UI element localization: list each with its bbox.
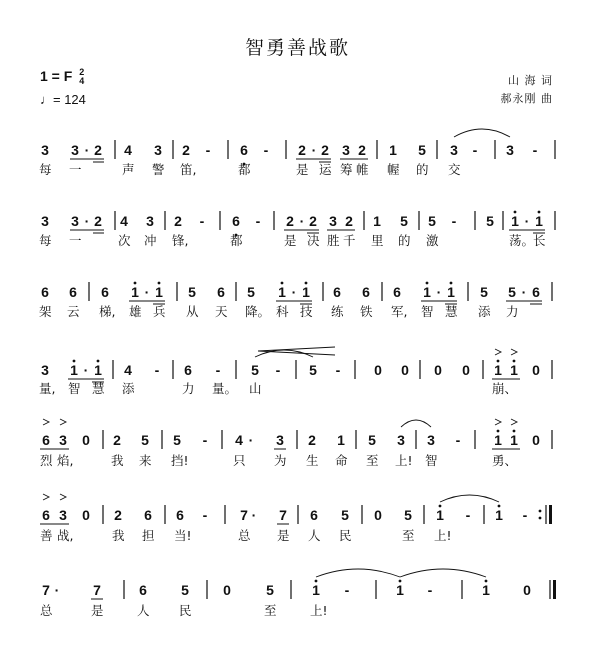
lyric-char: 一 bbox=[69, 233, 82, 248]
octave-dot-high bbox=[485, 580, 488, 583]
note-1: 1 bbox=[511, 213, 519, 229]
lyric-char: 崩、 bbox=[492, 381, 518, 396]
note-6: 6 bbox=[184, 362, 192, 378]
dot-augment: · bbox=[524, 213, 530, 229]
note-6: 6 bbox=[333, 284, 341, 300]
lyric-char: 山 bbox=[249, 381, 262, 396]
note-6: 6 bbox=[69, 284, 77, 300]
song-title: 智勇善战歌 bbox=[244, 37, 350, 59]
sustain-dash: - bbox=[205, 142, 211, 158]
lyric-char: 声 bbox=[122, 162, 135, 177]
note-7: 7 bbox=[279, 507, 287, 523]
lyric-char: 决 bbox=[307, 233, 320, 248]
lyric-char: 每 bbox=[39, 162, 52, 177]
dot-augment: · bbox=[311, 142, 317, 158]
note-0: 0 bbox=[532, 432, 540, 448]
sustain-dash: - bbox=[427, 582, 433, 598]
lyric-char: 的 bbox=[416, 162, 429, 177]
octave-dot-high bbox=[426, 282, 429, 285]
note-3: 3 bbox=[146, 213, 154, 229]
note-1: 1 bbox=[510, 432, 518, 448]
note-2: 2 bbox=[182, 142, 190, 158]
note-6: 6 bbox=[176, 507, 184, 523]
note-1: 1 bbox=[510, 362, 518, 378]
sustain-dash: - bbox=[199, 213, 205, 229]
note-6: 6 bbox=[217, 284, 225, 300]
note-0: 0 bbox=[434, 362, 442, 378]
accent-mark bbox=[511, 419, 517, 425]
note-1: 1 bbox=[447, 284, 455, 300]
lyric-char: 至 bbox=[402, 528, 415, 543]
note-5: 5 bbox=[188, 284, 196, 300]
lyric-char: 善 bbox=[40, 528, 53, 543]
note-3: 3 bbox=[59, 507, 67, 523]
note-0: 0 bbox=[374, 507, 382, 523]
lyric-char: 是 bbox=[284, 233, 297, 248]
lyric-char: 长 bbox=[533, 233, 546, 248]
note-3: 3 bbox=[450, 142, 458, 158]
note-1: 1 bbox=[436, 507, 444, 523]
note-2: 2 bbox=[94, 142, 102, 158]
lyric-char: 锋, bbox=[172, 233, 189, 248]
lyric-char: 民 bbox=[179, 603, 192, 618]
octave-dot-high bbox=[498, 505, 501, 508]
note-3: 3 bbox=[276, 432, 284, 448]
lyric-char: 交 bbox=[448, 162, 461, 177]
note-3: 3 bbox=[342, 142, 350, 158]
lyric-char: 都 bbox=[230, 233, 243, 248]
dot-augment: · bbox=[54, 582, 60, 598]
lyric-char: 是 bbox=[277, 528, 290, 543]
note-2: 2 bbox=[174, 213, 182, 229]
note-0: 0 bbox=[462, 362, 470, 378]
note-1: 1 bbox=[396, 582, 404, 598]
lyric-char: 命 bbox=[335, 453, 348, 468]
lyric-char: 上! bbox=[310, 603, 328, 618]
note-5: 5 bbox=[141, 432, 149, 448]
note-6: 6 bbox=[240, 142, 248, 158]
note-0: 0 bbox=[82, 507, 90, 523]
note-7: 7 bbox=[93, 582, 101, 598]
lyric-char: 添 bbox=[122, 381, 135, 396]
sustain-dash: - bbox=[335, 362, 341, 378]
final-barline bbox=[553, 580, 556, 599]
note-5: 5 bbox=[486, 213, 494, 229]
lyric-char: 力 bbox=[182, 381, 195, 396]
lyric-char: 次 bbox=[118, 233, 131, 248]
sustain-dash: - bbox=[215, 362, 221, 378]
lyric-char: 上! bbox=[434, 528, 452, 543]
octave-dot-high bbox=[73, 360, 76, 363]
note-5: 5 bbox=[508, 284, 516, 300]
note-5: 5 bbox=[400, 213, 408, 229]
lyric-char: 激 bbox=[426, 233, 439, 248]
lyric-char: 当! bbox=[174, 528, 192, 543]
note-1: 1 bbox=[494, 362, 502, 378]
octave-dot-high bbox=[305, 282, 308, 285]
lyric-char: 战, bbox=[57, 528, 74, 543]
sustain-dash: - bbox=[263, 142, 269, 158]
dot-augment: · bbox=[83, 362, 89, 378]
sustain-dash: - bbox=[532, 142, 538, 158]
key-label: 1 = F bbox=[40, 68, 73, 84]
note-6: 6 bbox=[232, 213, 240, 229]
lyric-char: 人 bbox=[308, 528, 321, 543]
lyric-char: 慧 bbox=[92, 381, 105, 396]
note-2: 2 bbox=[114, 507, 122, 523]
lyric-char: 筹 bbox=[340, 162, 353, 177]
lyric-char: 一 bbox=[69, 162, 82, 177]
note-6: 6 bbox=[41, 284, 49, 300]
dot-augment: · bbox=[248, 432, 254, 448]
sustain-dash: - bbox=[154, 362, 160, 378]
note-6: 6 bbox=[139, 582, 147, 598]
tie-arc bbox=[454, 129, 510, 137]
time-signature-bottom: 4 bbox=[79, 76, 85, 87]
lyric-char: 千 bbox=[343, 233, 356, 248]
lyric-char: 焰, bbox=[57, 453, 74, 468]
note-2: 2 bbox=[298, 142, 306, 158]
octave-dot-high bbox=[513, 360, 516, 363]
lyric-char: 来 bbox=[139, 453, 152, 468]
lyric-char: 添 bbox=[478, 304, 491, 319]
lyric-char: 里 bbox=[371, 233, 384, 248]
note-1: 1 bbox=[70, 362, 78, 378]
sustain-dash: - bbox=[202, 432, 208, 448]
lyric-char: 上! bbox=[395, 453, 413, 468]
tie-arc bbox=[400, 569, 486, 577]
accent-mark bbox=[495, 349, 501, 355]
note-3: 3 bbox=[397, 432, 405, 448]
note-1: 1 bbox=[482, 582, 490, 598]
tempo-value: = 124 bbox=[53, 92, 86, 107]
sustain-dash: - bbox=[451, 213, 457, 229]
lyric-char: 智 bbox=[68, 381, 81, 396]
composer-credit: 郝永刚 曲 bbox=[500, 92, 553, 105]
note-6: 6 bbox=[362, 284, 370, 300]
lyric-char: 我 bbox=[112, 528, 125, 543]
note-1: 1 bbox=[494, 432, 502, 448]
octave-dot-high bbox=[158, 282, 161, 285]
note-1: 1 bbox=[495, 507, 503, 523]
note-7: 7 bbox=[42, 582, 50, 598]
note-2: 2 bbox=[321, 142, 329, 158]
lyricist-credit: 山 海 词 bbox=[508, 74, 553, 87]
dot-augment: · bbox=[521, 284, 527, 300]
note-1: 1 bbox=[278, 284, 286, 300]
lyric-char: 智 bbox=[425, 453, 438, 468]
lyric-char: 慧 bbox=[445, 304, 458, 319]
note-5: 5 bbox=[404, 507, 412, 523]
lyric-char: 技 bbox=[300, 304, 313, 319]
note-0: 0 bbox=[223, 582, 231, 598]
note-3: 3 bbox=[41, 362, 49, 378]
sustain-dash: - bbox=[202, 507, 208, 523]
note-2: 2 bbox=[286, 213, 294, 229]
note-5: 5 bbox=[251, 362, 259, 378]
note-3: 3 bbox=[506, 142, 514, 158]
note-0: 0 bbox=[82, 432, 90, 448]
note-5: 5 bbox=[309, 362, 317, 378]
lyric-char: 智 bbox=[421, 304, 434, 319]
lyric-char: 是 bbox=[296, 162, 309, 177]
lyric-char: 至 bbox=[264, 603, 277, 618]
note-5: 5 bbox=[341, 507, 349, 523]
lyric-char: 量, bbox=[39, 381, 56, 396]
note-6: 6 bbox=[310, 507, 318, 523]
note-1: 1 bbox=[373, 213, 381, 229]
lyric-char: 梯, bbox=[99, 304, 116, 319]
note-3: 3 bbox=[154, 142, 162, 158]
note-5: 5 bbox=[181, 582, 189, 598]
dot-augment: · bbox=[436, 284, 442, 300]
octave-dot-high bbox=[315, 580, 318, 583]
lyric-char: 架 bbox=[39, 304, 52, 319]
repeat-dot bbox=[539, 517, 542, 520]
note-7: 7 bbox=[240, 507, 248, 523]
note-3: 3 bbox=[59, 432, 67, 448]
accent-mark bbox=[60, 419, 66, 425]
lyric-char: 幄 bbox=[387, 162, 400, 177]
note-1: 1 bbox=[94, 362, 102, 378]
quarter-note-icon: ♩ bbox=[40, 92, 53, 107]
dot-augment: · bbox=[251, 507, 257, 523]
lyric-char: 每 bbox=[39, 233, 52, 248]
note-4: 4 bbox=[124, 142, 132, 158]
note-3: 3 bbox=[329, 213, 337, 229]
lyric-char: 是 bbox=[91, 603, 104, 618]
accent-mark bbox=[511, 349, 517, 355]
lyric-char: 云 bbox=[67, 304, 80, 319]
lyric-char: 的 bbox=[398, 233, 411, 248]
lyric-char: 军, bbox=[391, 304, 408, 319]
lyric-char: 兵 bbox=[153, 304, 166, 319]
note-6: 6 bbox=[42, 507, 50, 523]
lyric-char: 总 bbox=[40, 603, 53, 618]
octave-dot-high bbox=[513, 430, 516, 433]
note-5: 5 bbox=[368, 432, 376, 448]
sustain-dash: - bbox=[522, 507, 528, 523]
lyric-char: 练 bbox=[331, 304, 344, 319]
note-3: 3 bbox=[71, 213, 79, 229]
note-3: 3 bbox=[41, 142, 49, 158]
lyric-char: 只 bbox=[233, 453, 246, 468]
tie-arc bbox=[440, 495, 499, 502]
note-5: 5 bbox=[428, 213, 436, 229]
note-6: 6 bbox=[393, 284, 401, 300]
octave-dot-high bbox=[497, 430, 500, 433]
accent-mark bbox=[60, 494, 66, 500]
lyric-char: 雄 bbox=[129, 304, 142, 319]
note-5: 5 bbox=[266, 582, 274, 598]
note-6: 6 bbox=[144, 507, 152, 523]
note-4: 4 bbox=[124, 362, 132, 378]
sustain-dash: - bbox=[344, 582, 350, 598]
sustain-dash: - bbox=[255, 213, 261, 229]
tie-arc bbox=[316, 569, 400, 577]
octave-dot-high bbox=[399, 580, 402, 583]
dot-augment: · bbox=[84, 142, 90, 158]
octave-dot-high bbox=[514, 211, 517, 214]
lyric-char: 降。 bbox=[245, 304, 271, 319]
note-2: 2 bbox=[345, 213, 353, 229]
note-6: 6 bbox=[532, 284, 540, 300]
note-0: 0 bbox=[401, 362, 409, 378]
lyric-char: 警 bbox=[152, 162, 165, 177]
note-0: 0 bbox=[374, 362, 382, 378]
note-3: 3 bbox=[71, 142, 79, 158]
lyric-char: 荡。 bbox=[509, 233, 535, 248]
repeat-dot bbox=[539, 510, 542, 513]
lyric-char: 笛, bbox=[180, 162, 197, 177]
note-4: 4 bbox=[120, 213, 128, 229]
accent-mark bbox=[495, 419, 501, 425]
note-2: 2 bbox=[113, 432, 121, 448]
octave-dot-high bbox=[538, 211, 541, 214]
note-2: 2 bbox=[94, 213, 102, 229]
lyric-char: 民 bbox=[339, 528, 352, 543]
note-5: 5 bbox=[247, 284, 255, 300]
lyric-char: 勇、 bbox=[492, 453, 518, 468]
lyric-char: 担 bbox=[142, 528, 155, 543]
sustain-dash: - bbox=[275, 362, 281, 378]
note-6: 6 bbox=[42, 432, 50, 448]
octave-dot-high bbox=[497, 360, 500, 363]
lyric-char: 铁 bbox=[360, 304, 373, 319]
lyric-char: 为 bbox=[274, 453, 287, 468]
note-2: 2 bbox=[308, 432, 316, 448]
dot-augment: · bbox=[84, 213, 90, 229]
note-5: 5 bbox=[480, 284, 488, 300]
lyric-char: 科 bbox=[276, 304, 289, 319]
lyric-char: 人 bbox=[137, 603, 150, 618]
lyric-char: 至 bbox=[366, 453, 379, 468]
note-3: 3 bbox=[427, 432, 435, 448]
tie-arc bbox=[401, 420, 431, 427]
note-1: 1 bbox=[389, 142, 397, 158]
lyric-char: 烈 bbox=[40, 453, 53, 468]
lyric-char: 都 bbox=[238, 162, 251, 177]
sustain-dash: - bbox=[472, 142, 478, 158]
lyric-char: 量。 bbox=[212, 381, 238, 396]
note-2: 2 bbox=[358, 142, 366, 158]
lyric-char: 胜 bbox=[327, 233, 340, 248]
note-4: 4 bbox=[235, 432, 243, 448]
lyric-char: 帷 bbox=[356, 162, 369, 177]
note-5: 5 bbox=[173, 432, 181, 448]
octave-dot-high bbox=[281, 282, 284, 285]
note-1: 1 bbox=[535, 213, 543, 229]
sustain-dash: - bbox=[465, 507, 471, 523]
octave-dot-high bbox=[134, 282, 137, 285]
note-0: 0 bbox=[532, 362, 540, 378]
sustain-dash: - bbox=[455, 432, 461, 448]
note-1: 1 bbox=[423, 284, 431, 300]
final-barline bbox=[549, 505, 552, 524]
lyric-char: 力 bbox=[506, 304, 519, 319]
lyric-char: 挡! bbox=[171, 453, 189, 468]
note-1: 1 bbox=[155, 284, 163, 300]
lyric-char: 从 bbox=[186, 304, 199, 319]
note-0: 0 bbox=[523, 582, 531, 598]
note-6: 6 bbox=[101, 284, 109, 300]
octave-dot-high bbox=[439, 505, 442, 508]
lyric-char: 运 bbox=[319, 162, 332, 177]
octave-dot-high bbox=[97, 360, 100, 363]
note-1: 1 bbox=[337, 432, 345, 448]
lyric-char: 我 bbox=[111, 453, 124, 468]
time-signature-top: 2 bbox=[79, 67, 85, 78]
lyric-char: 天 bbox=[215, 304, 228, 319]
lyric-char: 总 bbox=[238, 528, 251, 543]
dot-augment: · bbox=[291, 284, 297, 300]
octave-dot-high bbox=[450, 282, 453, 285]
note-1: 1 bbox=[131, 284, 139, 300]
note-1: 1 bbox=[302, 284, 310, 300]
accent-mark bbox=[43, 419, 49, 425]
dot-augment: · bbox=[144, 284, 150, 300]
dot-augment: · bbox=[299, 213, 305, 229]
accent-mark bbox=[43, 494, 49, 500]
note-5: 5 bbox=[418, 142, 426, 158]
note-2: 2 bbox=[309, 213, 317, 229]
lyric-char: 生 bbox=[306, 453, 319, 468]
note-3: 3 bbox=[41, 213, 49, 229]
note-1: 1 bbox=[312, 582, 320, 598]
lyric-char: 冲 bbox=[144, 233, 157, 248]
